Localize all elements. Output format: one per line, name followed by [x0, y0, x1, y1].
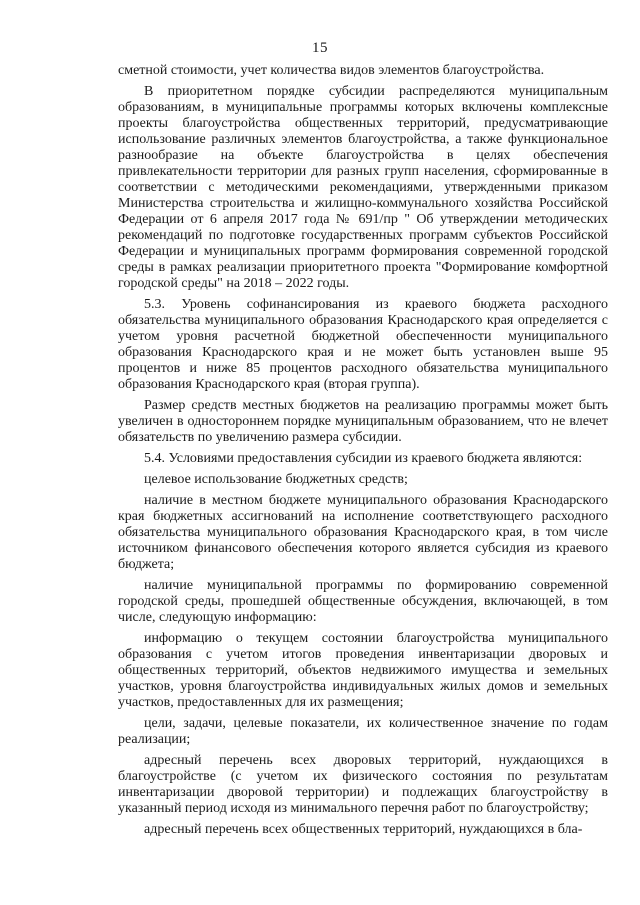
- paragraph: адресный перечень всех дворовых территорий, нуждающихся в благоустройстве (с учетом их физического состояния по результатам инвентаризации дворовой территории) и подлежащих благоустройству в указанный период исходя из минимального перечня работ по благоустройству;: [118, 753, 608, 816]
- paragraph: адресный перечень всех общественных территорий, нуждающихся в бла-: [144, 822, 583, 837]
- paragraph: наличие муниципальной программы по формированию современной городской среды, прошедшей общественные обсуждения, включающей, в том числе, следующую информацию:: [118, 578, 608, 625]
- paragraph: целевое использование бюджетных средств;: [144, 472, 408, 487]
- paragraph: Размер средств местных бюджетов на реализацию программы может быть увеличен в одностороннем порядке муниципальным образованием, что не влечет обязательств по увеличению размера субсидии.: [118, 398, 608, 445]
- paragraph: В приоритетном порядке субсидии распределяются муниципальным образованиям, в муниципальные программы которых включены комплексные проекты благоустройства общественных территорий, предусматривающие использование различных элементов благоустройства, а также функциональное разнообразие на объекте благоустройства в целях обеспечения привлекательности территории для разных групп населения, сформированные в соответствии с методическими рекомендациями, утвержденными приказом Министерства строительства и жилищно-коммунального хозяйства Российской Федерации от 6 апреля 2017 года № 691/пр " Об утверждении методических рекомендаций по подготовке государственных программ субъектов Российской Федерации и муниципальных программ формирования современной городской среды в рамках реализации приоритетного проекта "Формирование комфортной городской среды" на 2018 – 2022 годы.: [118, 84, 608, 291]
- paragraph: 5.4. Условиями предоставления субсидии из краевого бюджета являются:: [144, 451, 583, 466]
- page-number: 15: [312, 40, 328, 56]
- document-body: [118, 63, 608, 843]
- paragraph: 5.3. Уровень софинансирования из краевого бюджета расходного обязательства муниципального образования Краснодарского края определяется с учетом уровня расчетной бюджетной обеспеченности муниципального образования Краснодарского края и не может быть установлен выше 95 процентов и ниже 85 процентов расходного обязательства муниципального образования Краснодарского края (вторая группа).: [118, 297, 608, 392]
- paragraph: информацию о текущем состоянии благоустройства муниципального образования с учетом итогов проведения инвентаризации дворовых и общественных территорий, объектов недвижимого имущества и земельных участков, уровня благоустройства индивидуальных жилых домов и земельных участков, предоставленных для их размещения;: [118, 631, 608, 710]
- paragraph: наличие в местном бюджете муниципального образования Краснодарского края бюджетных ассигнований на исполнение соответствующего расходного обязательства муниципального образования Краснодарского края, в том числе источником финансового обеспечения которого является субсидия из краевого бюджета;: [118, 493, 608, 572]
- paragraph: цели, задачи, целевые показатели, их количественное значение по годам реализации;: [118, 716, 608, 747]
- paragraph: сметной стоимости, учет количества видов элементов благоустройства.: [118, 63, 545, 78]
